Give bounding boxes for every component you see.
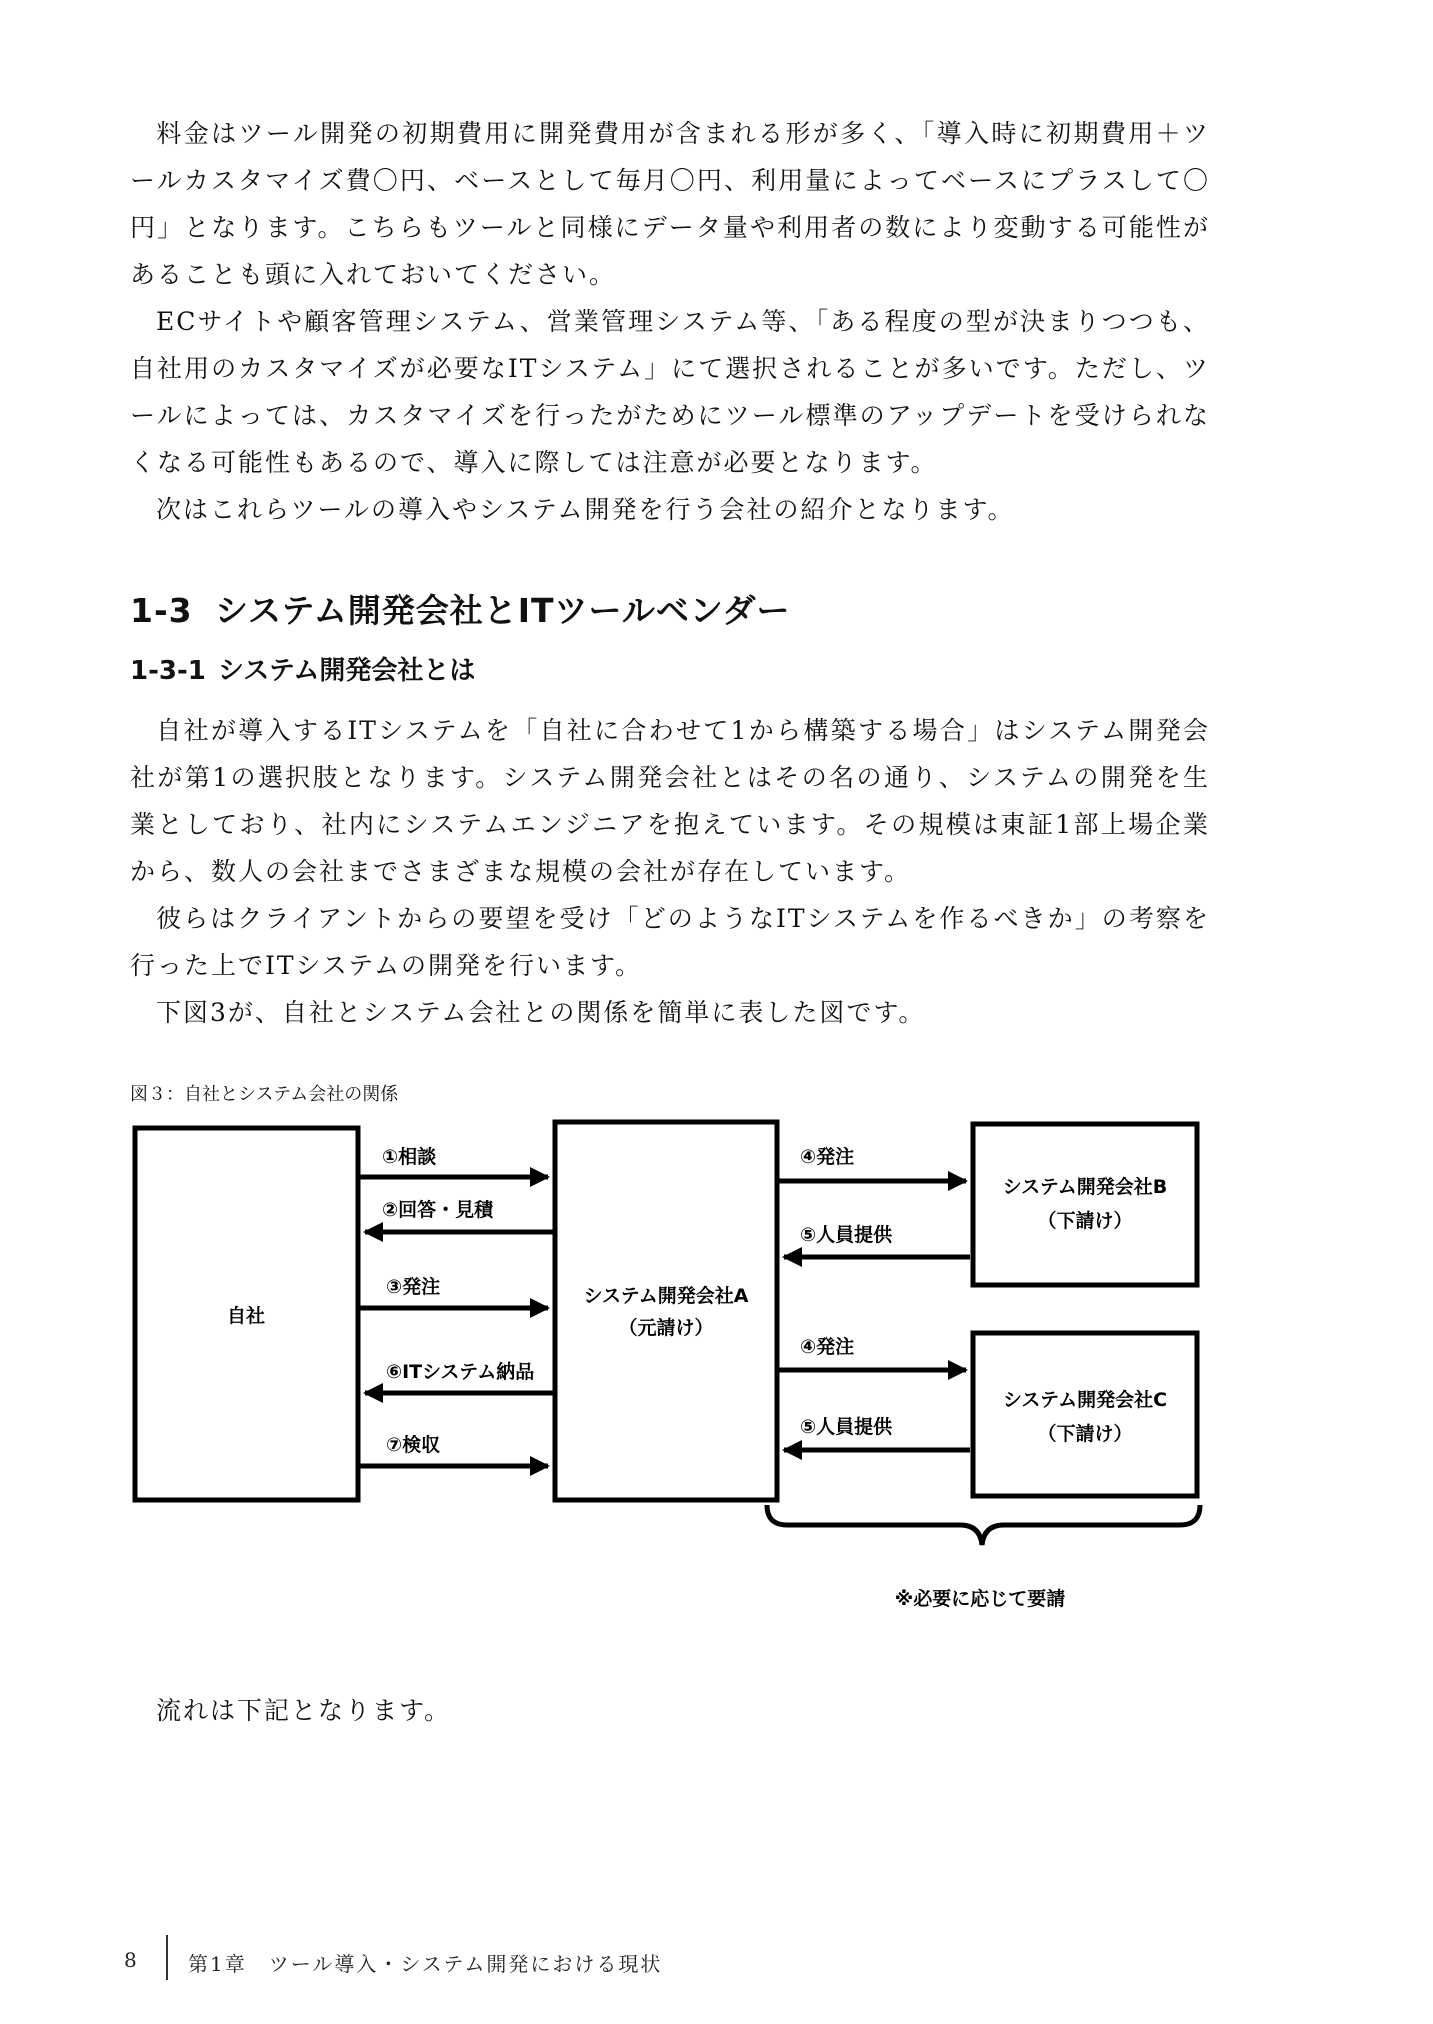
bracket [767,1505,1200,1545]
section-title: システム開発会社とITツールベンダー [215,591,791,630]
box-c-name: システム開発会社C [1002,1389,1168,1411]
label-staff-b: ⑤人員提供 [800,1224,893,1246]
label-reply-estimate: ②回答・見積 [382,1199,494,1221]
box-b-name: システム開発会社B [1002,1176,1168,1198]
body-paragraph-2: 彼らはクライアントからの要望を受け「どのようなITシステムを作るべきか」の考察を行った上でITシステムの開発を行います。 [130,904,1210,980]
label-acceptance: ⑦検収 [386,1434,441,1456]
label-delivery: ⑥ITシステム納品 [386,1361,535,1383]
box-b-role: （下請け） [1037,1210,1133,1232]
label-staff-c: ⑤人員提供 [800,1416,893,1438]
label-order-c: ④発注 [800,1336,855,1358]
box-a-name: システム開発会社A [583,1285,749,1307]
label-consult: ①相談 [382,1146,437,1168]
box-c-role: （下請け） [1037,1423,1133,1445]
label-order: ③発注 [386,1276,441,1298]
figure-caption: 図３：自社とシステム会社の関係 [130,1084,399,1105]
page-number: 8 [124,1948,137,1972]
closing-paragraph: 流れは下記となります。 [156,1696,452,1725]
subsection-number: 1-3-1 [130,656,206,686]
box-self-label: 自社 [226,1305,266,1327]
box-company-c [973,1333,1197,1496]
box-company-b [973,1124,1197,1285]
section-number: 1-3 [130,591,193,630]
intro-paragraph-2: ECサイトや顧客管理システム、営業管理システム等、「ある程度の型が決まりつつも、自社用のカスタマイズが必要なITシステム」にて選択されることが多いです。ただし、ツールによっては、カスタマイズを行ったがためにツール標準のアップデートを受けられなくなる可能性もあるので、導入に際しては注意が必要となります。 [130,307,1210,477]
footer-divider [166,1935,168,1980]
intro-paragraph-1: 料金はツール開発の初期費用に開発費用が含まれる形が多く、「導入時に初期費用＋ツールカスタマイズ費〇円、ベースとして毎月〇円、利用量によってベースにプラスして〇円」となります。こちらもツールと同様にデータ量や利用者の数により変動する可能性があることも頭に入れておいてください。 [130,119,1210,289]
label-order-b: ④発注 [800,1146,855,1168]
note-request: ※必要に応じて要請 [894,1588,1066,1610]
body-paragraph-1: 自社が導入するITシステムを「自社に合わせて1から構築する場合」はシステム開発会社が第1の選択肢となります。システム開発会社とはその名の通り、システムの開発を生業としており、社内にシステムエンジニアを抱えています。その規模は東証1部上場企業から、数人の会社までさまざまな規模の会社が存在しています。 [130,716,1210,886]
box-company-a [555,1122,777,1500]
body-paragraph-3: 下図3が、自社とシステム会社との関係を簡単に表した図です。 [156,998,926,1027]
intro-paragraph-3: 次はこれらツールの導入やシステム開発を行う会社の紹介となります。 [156,495,1015,524]
subsection-title: システム開発会社とは [218,656,476,686]
box-a-role: （元請け） [618,1317,714,1339]
chapter-title: 第1章 ツール導入・システム開発における現状 [188,1952,663,1976]
